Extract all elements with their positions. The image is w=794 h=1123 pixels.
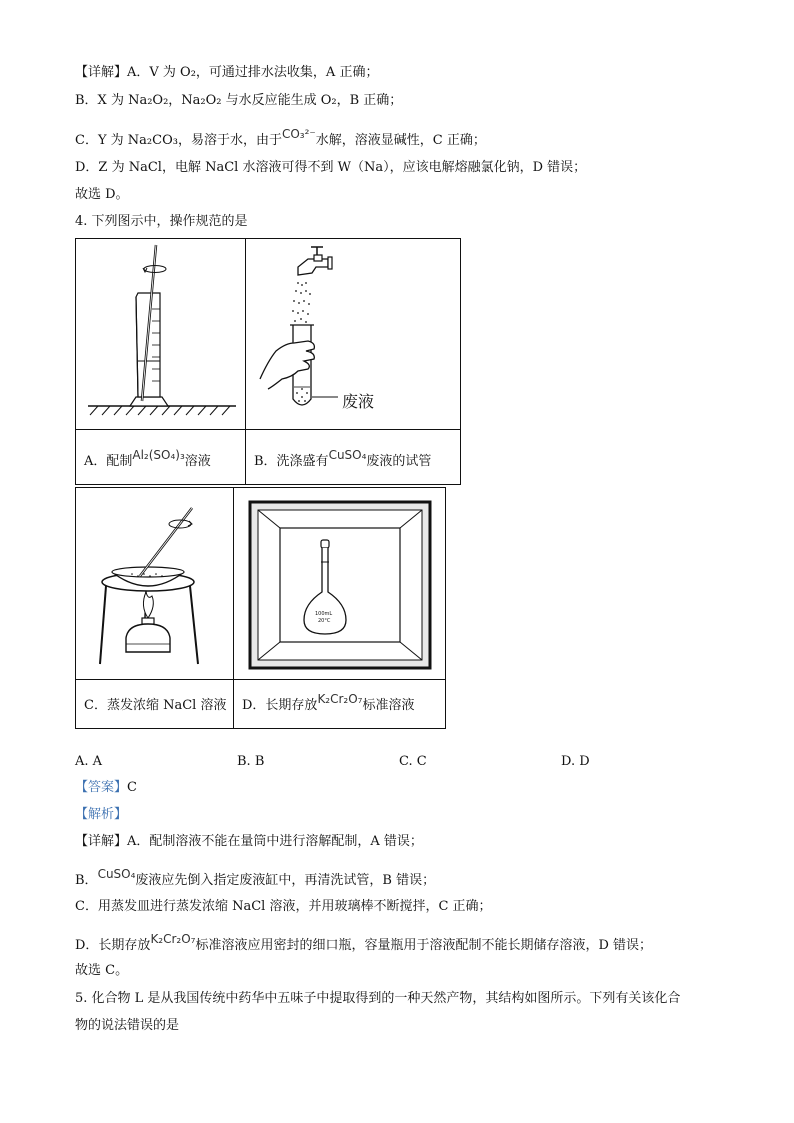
answer-value: C	[127, 780, 137, 795]
copper-sulfate-formula-2: CuSO₄	[97, 867, 136, 881]
detail-conclusion: 故选 D。	[75, 187, 129, 202]
panel-c-figure	[75, 487, 234, 680]
panel-d-figure	[233, 487, 446, 680]
aluminium-sulfate-formula: Al₂(SO₄)₃	[132, 448, 185, 462]
option-b: B. B	[237, 754, 265, 769]
panel-d-caption-cell	[233, 679, 446, 729]
flask-volume-label: 100mL	[315, 611, 333, 617]
option-c: C. C	[399, 754, 427, 769]
panel-a-figure	[75, 238, 246, 430]
panel-c-caption: C．蒸发浓缩 NaCl 溶液	[84, 698, 227, 713]
panel-a-caption-cell	[75, 429, 246, 485]
question-4-stem: 4. 下列图示中，操作规范的是	[75, 214, 248, 229]
option-a: A. A	[75, 754, 103, 769]
potassium-dichromate-formula-2: K₂Cr₂O₇	[150, 932, 196, 946]
panel-b-figure	[245, 238, 461, 430]
copper-sulfate-formula: CuSO₄	[328, 448, 367, 462]
detail-line-b: B．X 为 Na₂O₂，Na₂O₂ 与水反应能生成 O₂，B 正确；	[75, 93, 403, 108]
question-5-stem-line-1: 5. 化合物 L 是从我国传统中药华中五味子中提取得到的一种天然产物，其结构如图所示。下列有关该化合	[75, 991, 681, 1006]
panel-d-caption: D．长期存放K₂Cr₂O₇标准溶液	[242, 692, 415, 713]
option-d: D. D	[561, 754, 590, 769]
q4-detail-a: 【详解】A．配制溶液不能在量筒中进行溶解配制，A 错误；	[75, 834, 423, 849]
panel-c-caption-cell	[75, 679, 234, 729]
q4-detail-c: C．用蒸发皿进行蒸发浓缩 NaCl 溶液，并用玻璃棒不断搅拌，C 正确；	[75, 899, 492, 914]
detail-line-d: D．Z 为 NaCl，电解 NaCl 水溶液可得不到 W（Na），应该电解熔融氯化钠，D 错误；	[75, 160, 587, 175]
analysis-tag: 【解析】	[75, 807, 128, 822]
flask-temperature-label: 20°C	[318, 618, 331, 624]
q4-detail-b: B．CuSO₄废液应先倒入指定废液缸中，再清洗试管，B 错误；	[75, 867, 436, 888]
q4-conclusion: 故选 C。	[75, 963, 129, 978]
panel-a-caption: A．配制Al₂(SO₄)₃溶液	[84, 448, 211, 469]
question-5-stem-line-2: 物的说法错误的是	[75, 1018, 180, 1033]
panel-b-caption: B．洗涤盛有CuSO₄废液的试管	[254, 448, 432, 469]
answer-tag: 【答案】	[75, 780, 128, 795]
evaporating-dish-illustration	[76, 488, 235, 681]
volumetric-flask-cabinet-illustration	[234, 488, 447, 681]
detail-line-a: 【详解】A．V 为 O₂，可通过排水法收集，A 正确；	[75, 65, 379, 80]
graduated-cylinder-illustration	[76, 239, 247, 431]
carbonate-ion: CO₃²⁻	[281, 127, 316, 141]
detail-tag: 【详解】	[75, 65, 128, 80]
answer-line	[75, 779, 137, 797]
detail-line-c: C．Y 为 Na₂CO₃，易溶于水，由于CO₃²⁻水解，溶液显碱性，C 正确；	[75, 127, 486, 148]
potassium-dichromate-formula: K₂Cr₂O₇	[317, 692, 363, 706]
panel-b-caption-cell	[245, 429, 461, 485]
waste-liquid-label: 废液	[342, 392, 375, 411]
q4-detail-d: D．长期存放K₂Cr₂O₇标准溶液应用密封的细口瓶，容量瓶用于溶液配制不能长期储存溶液，D 错误；	[75, 932, 653, 953]
